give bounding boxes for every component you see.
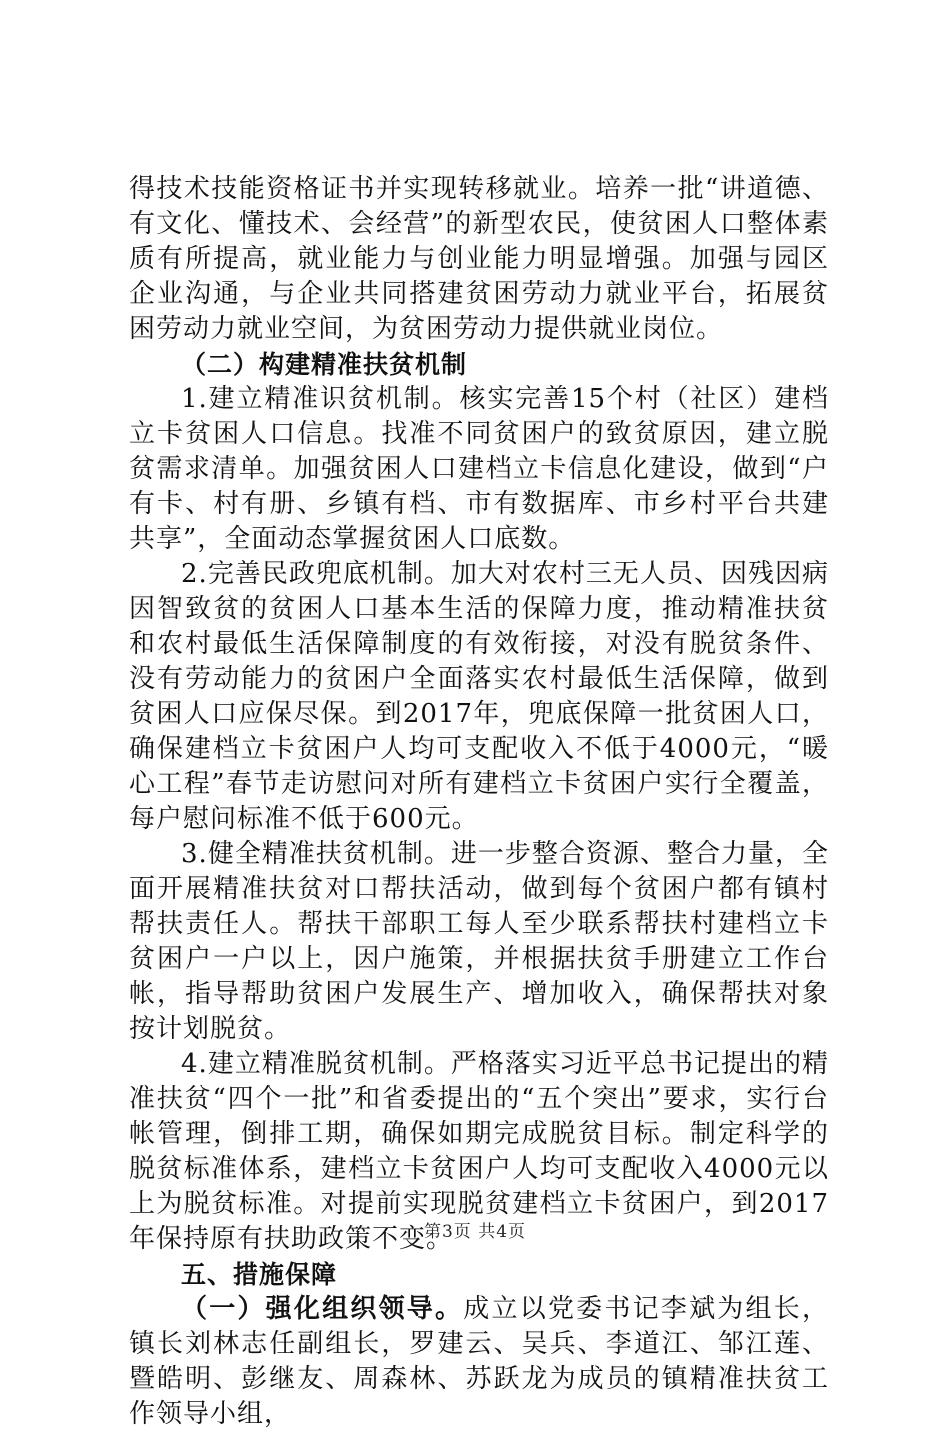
paragraph-item-4: 4.建立精准脱贫机制。严格落实习近平总书记提出的精准扶贫“四个一批”和省委提出的“五个突出”要求，实行台帐管理，倒排工期，确保如期完成脱贫目标。制定科学的脱贫标准体系，建档立卡贫困户人均可支配收入4000元以上为脱贫标准。对提前实现脱贫建档立卡贫困户，到2017年保持原有扶助政策不变。 bbox=[129, 1049, 829, 1254]
paragraph-item-1: 1.建立精准识贫机制。核实完善15个村（社区）建档立卡贫困人口信息。找准不同贫困户的致贫原因，建立脱贫需求清单。加强贫困人口建档立卡信息化建设，做到“户有卡、村有册、乡镇有档、市有数据库、市乡村平台共建共享”，全面动态掌握贫困人口底数。 bbox=[129, 384, 829, 554]
section-heading-precise-poverty-mechanism: （二）构建精准扶贫机制 bbox=[181, 350, 468, 379]
section-heading-measures: 五、措施保障 bbox=[181, 1260, 338, 1289]
page-footer: 第3页 共4页 bbox=[423, 1222, 527, 1242]
document-body bbox=[129, 172, 829, 1432]
paragraph-organization-leadership bbox=[129, 1292, 829, 1432]
paragraph-item-3: 3.健全精准扶贫机制。进一步整合资源、整合力量，全面开展精准扶贫对口帮扶活动，做到每个贫困户都有镇村帮扶责任人。帮扶干部职工每人至少联系帮扶村建档立卡贫困户一户以上，因户施策，并根据扶贫手册建立工作台帐，指导帮助贫困户发展生产、增加收入，确保帮扶对象按计划脱贫。 bbox=[129, 839, 829, 1044]
paragraph-lead-body: 成立以党委书记李斌为组长，镇长刘林志任副组长，罗建云、吴兵、李道江、邹江莲、暨皓明、彭继友、周森林、苏跃龙为成员的镇精准扶贫工作领导小组， bbox=[129, 1294, 829, 1429]
paragraph-lead-title: （一）强化组织领导。 bbox=[181, 1294, 464, 1324]
paragraph-item-2: 2.完善民政兜底机制。加大对农村三无人员、因残因病因智致贫的贫困人口基本生活的保障力度，推动精准扶贫和农村最低生活保障制度的有效衔接，对没有脱贫条件、没有劳动能力的贫困户全面落实农村最低生活保障，做到贫困人口应保尽保。到2017年，兜底保障一批贫困人口，确保建档立卡贫困户人均可支配收入不低于4000元，“暖心工程”春节走访慰问对所有建档立卡贫困户实行全覆盖，每户慰问标准不低于600元。 bbox=[129, 559, 829, 834]
paragraph-continuation: 得技术技能资格证书并实现转移就业。培养一批“讲道德、有文化、懂技术、会经营”的新型农民，使贫困人口整体素质有所提高，就业能力与创业能力明显增强。加强与园区企业沟通，与企业共同搭建贫困劳动力就业平台，拓展贫困劳动力就业空间，为贫困劳动力提供就业岗位。 bbox=[129, 174, 829, 344]
